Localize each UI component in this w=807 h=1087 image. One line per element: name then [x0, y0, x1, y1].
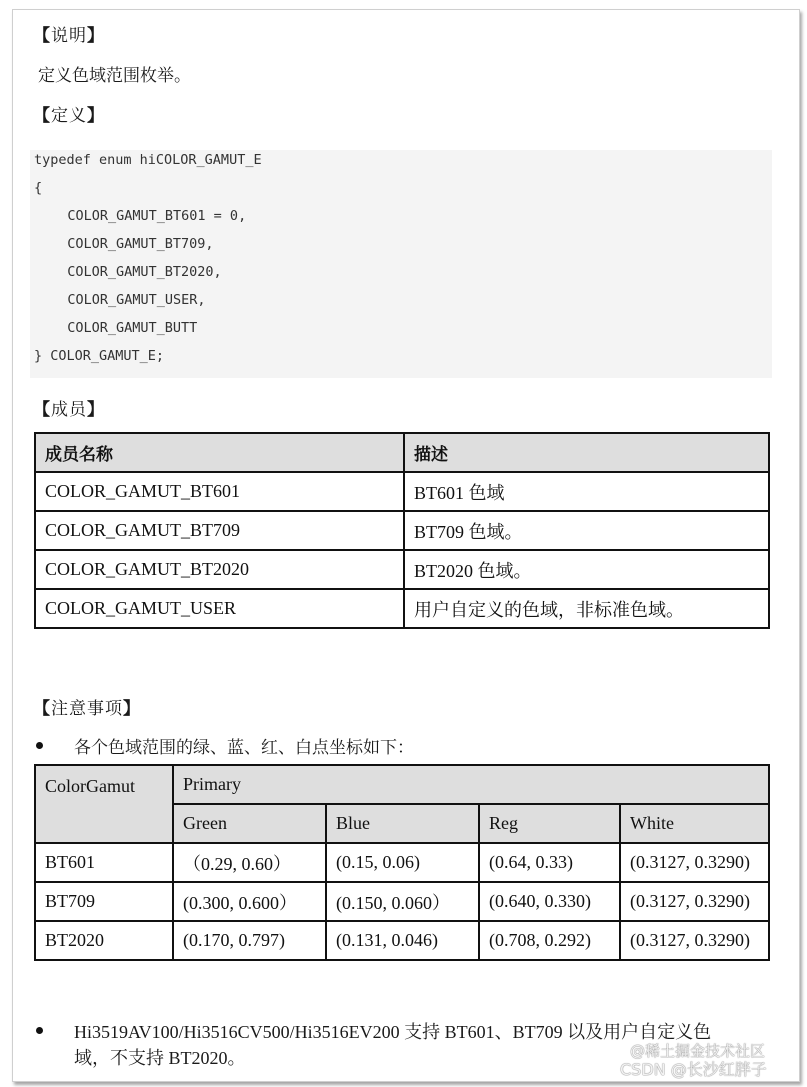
blue-coord: (0.15, 0.06): [326, 843, 479, 882]
gamut-name: BT2020: [35, 921, 173, 960]
bracket-close: 】: [87, 106, 105, 126]
header-description: 描述: [404, 433, 769, 472]
header-color-gamut: ColorGamut: [35, 765, 173, 843]
member-description: BT601 色域: [404, 472, 769, 511]
member-description: BT709 色域。: [404, 511, 769, 550]
table-row: [35, 843, 769, 882]
header-white: White: [620, 804, 769, 843]
table-row: [35, 589, 769, 628]
bracket-close: 】: [87, 400, 105, 420]
gamut-name: BT709: [35, 882, 173, 921]
green-coord: (0.170, 0.797): [173, 921, 326, 960]
white-coord: (0.3127, 0.3290): [620, 921, 769, 960]
red-coord: (0.640, 0.330): [479, 882, 620, 921]
header-member-name: 成员名称: [35, 433, 404, 472]
member-name: COLOR_GAMUT_BT601: [35, 472, 404, 511]
white-coord: (0.3127, 0.3290): [620, 882, 769, 921]
bullet-icon: [36, 1027, 43, 1034]
definition-heading: [33, 101, 105, 126]
table-row: [35, 882, 769, 921]
bracket-open: 【: [33, 400, 51, 420]
red-coord: (0.64, 0.33): [479, 843, 620, 882]
heading-label: 成员: [51, 400, 87, 420]
table-header-row: [35, 433, 769, 472]
header-green: Green: [173, 804, 326, 843]
code-line: COLOR_GAMUT_USER,: [43, 292, 206, 308]
bullet-icon: [36, 742, 43, 749]
member-name: COLOR_GAMUT_BT709: [35, 511, 404, 550]
heading-label: 说明: [51, 26, 87, 46]
bracket-close: 】: [87, 26, 105, 46]
members-table: [34, 432, 770, 629]
watermark-csdn: CSDN @长沙红胖子: [620, 1060, 767, 1079]
code-line: COLOR_GAMUT_BT709,: [51, 236, 214, 252]
green-coord: (0.300, 0.600）: [173, 882, 326, 921]
table-row: [35, 472, 769, 511]
header-primary: Primary: [173, 765, 769, 804]
heading-label: 定义: [51, 106, 87, 126]
red-coord: (0.708, 0.292): [479, 921, 620, 960]
code-line: COLOR_GAMUT_BT601 = 0,: [43, 208, 247, 224]
watermark-juejin: @稀土掘金技术社区: [630, 1042, 766, 1060]
color-gamut-table: [34, 764, 770, 961]
gamut-name: BT601: [35, 843, 173, 882]
blue-coord: (0.131, 0.046): [326, 921, 479, 960]
table-row: [35, 550, 769, 589]
notes-heading: [33, 694, 141, 719]
member-name: COLOR_GAMUT_BT2020: [35, 550, 404, 589]
description-text: 定义色域范围枚举。: [38, 66, 191, 86]
green-coord: （0.29, 0.60）: [173, 843, 326, 882]
bracket-open: 【: [33, 106, 51, 126]
white-coord: (0.3127, 0.3290): [620, 843, 769, 882]
bracket-close: 】: [123, 699, 141, 719]
note-bullet-1: 各个色域范围的绿、蓝、红、白点坐标如下：: [74, 738, 414, 758]
code-line: COLOR_GAMUT_BT2020,: [51, 264, 222, 280]
note-bullet-2-line-2: 域，不支持 BT2020。: [74, 1048, 246, 1068]
bracket-open: 【: [33, 699, 51, 719]
code-block: [30, 150, 772, 378]
header-reg: Reg: [479, 804, 620, 843]
heading-label: 注意事项: [51, 699, 123, 719]
member-description: 用户自定义的色域，非标准色域。: [404, 589, 769, 628]
member-name: COLOR_GAMUT_USER: [35, 589, 404, 628]
code-line: typedef enum hiCOLOR_GAMUT_E: [34, 152, 262, 168]
note-bullet-2-line-1: Hi3519AV100/Hi3516CV500/Hi3516EV200 支持 BT601、BT709 以及用户自定义色: [74, 1022, 712, 1042]
member-description: BT2020 色域。: [404, 550, 769, 589]
code-line: COLOR_GAMUT_BUTT: [51, 320, 198, 336]
code-line: {: [34, 180, 43, 196]
header-blue: Blue: [326, 804, 479, 843]
code-line: } COLOR_GAMUT_E;: [34, 348, 165, 364]
members-heading: [33, 395, 105, 420]
table-row: [35, 511, 769, 550]
blue-coord: (0.150, 0.060）: [326, 882, 479, 921]
table-header-row: [35, 765, 769, 804]
bracket-open: 【: [33, 26, 51, 46]
description-heading: [33, 21, 105, 46]
table-row: [35, 921, 769, 960]
